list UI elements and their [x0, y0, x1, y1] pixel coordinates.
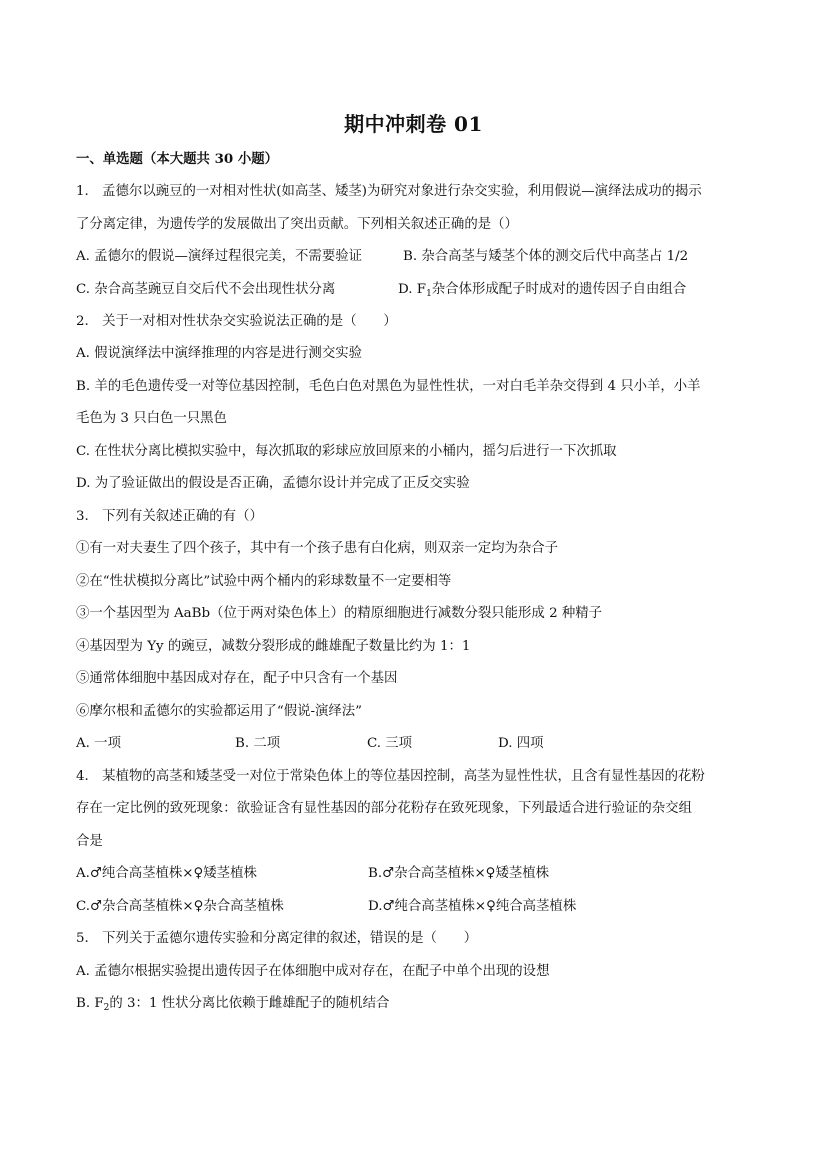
q2-option-b-line2: 毛色为 3 只白色一只黑色 [76, 411, 227, 426]
q5-option-b-text: 的 3：1 性状分离比依赖于雌雄配子的随机结合 [109, 996, 390, 1011]
q2-stem: 2. 关于一对相对性状杂交实验说法正确的是（ ） [76, 314, 397, 329]
q4-options-row1 [76, 864, 757, 884]
q2-option-b-line1: B. 羊的毛色遗传受一对等位基因控制，毛色白色对黑色为显性性状，一对白毛羊杂交得到 4 只小羊，小羊 [76, 379, 701, 394]
q3-statement-3: ③一个基因型为 AaBb（位于两对染色体上）的精原细胞进行减数分裂只能形成 2 种精子 [76, 606, 603, 621]
q3-statement-5: ⑤通常体细胞中基因成对存在，配子中只含有一个基因 [76, 671, 398, 686]
q4-option-d: D.♂纯合高茎植株×♀纯合高茎植株 [368, 899, 577, 914]
q1-option-d-text: 杂合体形成配子时成对的遗传因子自由组合 [431, 282, 687, 297]
q4-options-row2 [76, 897, 757, 917]
q3-statement-4: ④基因型为 Yy 的豌豆，减数分裂形成的雌雄配子数量比约为 1：1 [76, 639, 471, 654]
q1-option-c: C. 杂合高茎豌豆自交后代不会出现性状分离 [76, 282, 336, 297]
q1-option-a: A. 孟德尔的假说—演绎过程很完美，不需要验证 [76, 249, 362, 264]
page-title: 期中冲刺卷 01 [344, 112, 483, 136]
q3-option-d: D. 四项 [498, 736, 544, 751]
q4-option-a: A.♂纯合高茎植株×♀矮茎植株 [76, 866, 257, 881]
section-heading: 一、单选题（本大题共 30 小题） [76, 151, 279, 167]
q4-stem-line1: 4. 某植物的高茎和矮茎受一对位于常染色体上的等位基因控制，高茎为显性性状，且含有显性基因的花粉 [76, 769, 705, 784]
q3-option-c: C. 三项 [367, 736, 413, 751]
q3-option-a: A. 一项 [76, 736, 121, 751]
q1-options-row1 [76, 247, 757, 267]
q3-statement-2: ②在“性状模拟分离比”试验中两个桶内的彩球数量不一定要相等 [76, 574, 452, 589]
q4-option-b: B.♂杂合高茎植株×♀矮茎植株 [368, 866, 550, 881]
q1-option-d [398, 280, 686, 304]
q1-options-row2 [76, 280, 757, 300]
q3-stem: 3. 下列有关叙述正确的有（） [76, 509, 263, 524]
q2-option-a: A. 假说演绎法中演绎推理的内容是进行测交实验 [76, 346, 362, 361]
q5-option-b [76, 994, 757, 1018]
q4-option-c: C.♂杂合高茎植株×♀杂合高茎植株 [76, 899, 284, 914]
q2-option-c: C. 在性状分离比模拟实验中，每次抓取的彩球应放回原来的小桶内，摇匀后进行一下次抓取 [76, 444, 617, 459]
q5-option-a: A. 孟德尔根据实验提出遗传因子在体细胞中成对存在，在配子中单个出现的设想 [76, 964, 550, 979]
q4-stem-line2: 存在一定比例的致死现象：欲验证含有显性基因的部分花粉存在致死现象，下列最适合进行验证的杂交组 [76, 801, 692, 816]
q1-stem-line1: 1. 孟德尔以豌豆的一对相对性状(如高茎、矮茎)为研究对象进行杂交实验，利用假说—演绎法成功的揭示 [76, 184, 702, 199]
q5-option-b-prefix: B. F [76, 996, 104, 1011]
q1-option-d-prefix: D. F [398, 282, 427, 297]
q1-stem-line2: 了分离定律，为遗传学的发展做出了突出贡献。下列相关叙述正确的是（） [76, 217, 518, 232]
q1-option-d-subscript: 1 [426, 289, 432, 299]
q3-options-row [76, 734, 757, 754]
q4-stem-line3: 合是 [76, 834, 103, 849]
q1-option-b: B. 杂合高茎与矮茎个体的测交后代中高茎占 1/2 [403, 249, 689, 264]
q3-option-b: B. 二项 [235, 736, 281, 751]
q2-option-d: D. 为了验证做出的假设是否正确，孟德尔设计并完成了正反交实验 [76, 476, 470, 491]
q5-stem: 5. 下列关于孟德尔遗传实验和分离定律的叙述，错误的是（ ） [76, 931, 478, 946]
q5-option-b-subscript: 2 [103, 1003, 110, 1013]
q3-statement-1: ①有一对夫妻生了四个孩子，其中有一个孩子患有白化病，则双亲一定均为杂合子 [76, 541, 559, 556]
q3-statement-6: ⑥摩尔根和孟德尔的实验都运用了“假说-演绎法” [76, 704, 363, 719]
